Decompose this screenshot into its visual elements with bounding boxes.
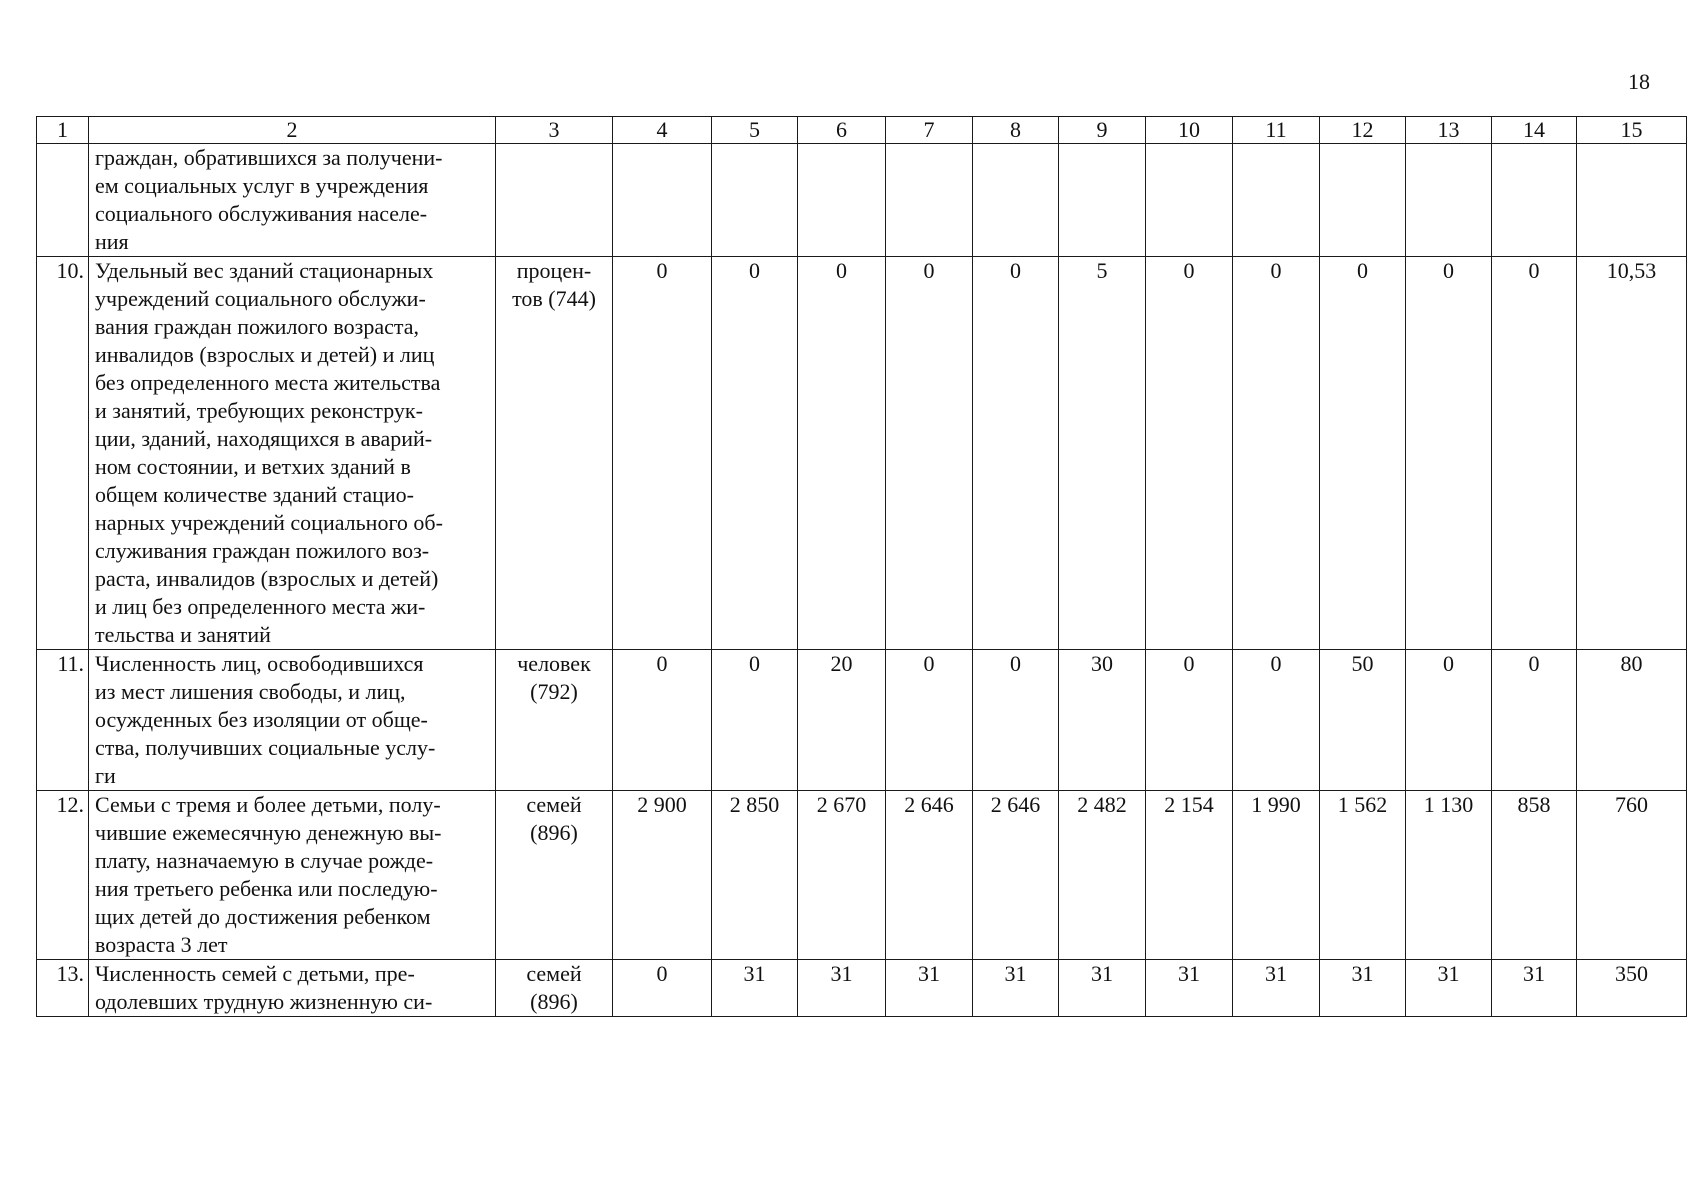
value-cell: 31 — [1492, 960, 1577, 1017]
value-cell: 1 562 — [1320, 791, 1406, 960]
unit-of-measure — [496, 257, 613, 650]
value-cell — [798, 144, 886, 257]
column-number: 1 — [37, 117, 89, 144]
column-number: 3 — [496, 117, 613, 144]
description-line: и лиц без определенного места жи- — [95, 594, 426, 619]
description-line: без определенного места жительства — [95, 370, 441, 395]
indicator-description — [89, 960, 496, 1017]
description-line: вания граждан пожилого возраста, — [95, 314, 420, 339]
value-cell: 30 — [1059, 650, 1146, 791]
value-cell: 0 — [973, 650, 1059, 791]
unit-of-measure — [496, 144, 613, 257]
value-cell: 1 990 — [1233, 791, 1320, 960]
value-cell: 31 — [886, 960, 973, 1017]
row-number: 13. — [37, 960, 89, 1017]
value-cell: 50 — [1320, 650, 1406, 791]
column-number: 11 — [1233, 117, 1320, 144]
value-cell — [1059, 144, 1146, 257]
indicator-description — [89, 791, 496, 960]
unit-of-measure — [496, 650, 613, 791]
description-line: социального обслуживания населе- — [95, 201, 428, 226]
value-cell: 0 — [613, 960, 712, 1017]
value-cell: 2 646 — [886, 791, 973, 960]
row-number: 12. — [37, 791, 89, 960]
description-line: ем социальных услуг в учреждения — [95, 173, 429, 198]
column-number: 14 — [1492, 117, 1577, 144]
description-line: Семьи с тремя и более детьми, полу- — [95, 792, 441, 817]
unit-line: тов (744) — [512, 286, 596, 311]
indicator-description — [89, 144, 496, 257]
column-number: 2 — [89, 117, 496, 144]
description-line: учреждений социального обслужи- — [95, 286, 426, 311]
column-number: 8 — [973, 117, 1059, 144]
value-cell: 2 646 — [973, 791, 1059, 960]
column-number: 9 — [1059, 117, 1146, 144]
description-line: ном состоянии, и ветхих зданий в — [95, 454, 411, 479]
description-line: щих детей до достижения ребенком — [95, 904, 431, 929]
value-cell — [1233, 144, 1320, 257]
indicator-description — [89, 650, 496, 791]
description-line: нарных учреждений социального об- — [95, 510, 443, 535]
row-number — [37, 144, 89, 257]
unit-line: процен- — [516, 258, 592, 283]
row-number: 10. — [37, 257, 89, 650]
page-number: 18 — [1628, 69, 1650, 94]
description-line: общем количестве зданий стацио- — [95, 482, 414, 507]
column-number: 13 — [1406, 117, 1492, 144]
value-cell: 0 — [1492, 650, 1577, 791]
description-line: ции, зданий, находящихся в аварий- — [95, 426, 433, 451]
indicator-description — [89, 257, 496, 650]
description-line: инвалидов (взрослых и детей) и лиц — [95, 342, 435, 367]
value-cell — [886, 144, 973, 257]
table-row — [37, 144, 1687, 257]
description-line: ния — [95, 229, 129, 254]
value-cell: 31 — [1233, 960, 1320, 1017]
column-number: 4 — [613, 117, 712, 144]
description-line: ства, получивших социальные услу- — [95, 735, 436, 760]
value-cell: 0 — [1406, 650, 1492, 791]
unit-line: (896) — [530, 989, 578, 1014]
description-line: граждан, обратившихся за получени- — [95, 145, 443, 170]
column-number: 6 — [798, 117, 886, 144]
description-line: из мест лишения свободы, и лиц, — [95, 679, 406, 704]
column-number-row — [37, 117, 1687, 144]
description-line: одолевших трудную жизненную си- — [95, 989, 433, 1014]
column-number: 10 — [1146, 117, 1233, 144]
description-line: и занятий, требующих реконструк- — [95, 398, 423, 423]
description-line: раста, инвалидов (взрослых и детей) — [95, 566, 439, 591]
value-cell: 2 850 — [712, 791, 798, 960]
value-cell: 0 — [1146, 650, 1233, 791]
value-cell: 0 — [712, 650, 798, 791]
description-line: чившие ежемесячную денежную вы- — [95, 820, 442, 845]
value-cell: 2 154 — [1146, 791, 1233, 960]
value-cell: 0 — [1233, 650, 1320, 791]
value-cell — [1406, 144, 1492, 257]
value-cell: 31 — [798, 960, 886, 1017]
description-line: Численность семей с детьми, пре- — [95, 961, 415, 986]
value-cell: 0 — [886, 650, 973, 791]
column-number: 7 — [886, 117, 973, 144]
value-cell: 31 — [1320, 960, 1406, 1017]
value-cell: 0 — [613, 650, 712, 791]
value-cell: 0 — [1406, 257, 1492, 650]
value-cell: 0 — [1233, 257, 1320, 650]
table-row — [37, 650, 1687, 791]
value-cell: 31 — [973, 960, 1059, 1017]
value-cell: 2 670 — [798, 791, 886, 960]
value-cell: 31 — [1406, 960, 1492, 1017]
value-cell: 760 — [1577, 791, 1687, 960]
column-number: 15 — [1577, 117, 1687, 144]
description-line: служивания граждан пожилого воз- — [95, 538, 430, 563]
value-cell: 0 — [613, 257, 712, 650]
indicators-table — [36, 116, 1687, 1017]
value-cell — [973, 144, 1059, 257]
value-cell: 0 — [973, 257, 1059, 650]
value-cell: 0 — [798, 257, 886, 650]
value-cell — [1146, 144, 1233, 257]
unit-line: (792) — [530, 679, 578, 704]
value-cell: 31 — [712, 960, 798, 1017]
value-cell: 20 — [798, 650, 886, 791]
unit-of-measure — [496, 960, 613, 1017]
column-number: 12 — [1320, 117, 1406, 144]
table-row — [37, 791, 1687, 960]
unit-line: (896) — [530, 820, 578, 845]
value-cell: 31 — [1059, 960, 1146, 1017]
column-number: 5 — [712, 117, 798, 144]
description-line: Удельный вес зданий стационарных — [95, 258, 434, 283]
description-line: возраста 3 лет — [95, 932, 228, 957]
table-body — [37, 117, 1687, 1017]
unit-line: семей — [526, 961, 582, 986]
table-row — [37, 960, 1687, 1017]
value-cell — [613, 144, 712, 257]
value-cell: 0 — [1492, 257, 1577, 650]
value-cell: 858 — [1492, 791, 1577, 960]
description-line: Численность лиц, освободившихся — [95, 651, 424, 676]
value-cell: 0 — [886, 257, 973, 650]
description-line: ги — [95, 763, 116, 788]
value-cell: 80 — [1577, 650, 1687, 791]
row-number: 11. — [37, 650, 89, 791]
description-line: осужденных без изоляции от обще- — [95, 707, 428, 732]
value-cell: 2 900 — [613, 791, 712, 960]
description-line: тельства и занятий — [95, 622, 271, 647]
value-cell — [1320, 144, 1406, 257]
description-line: ния третьего ребенка или последую- — [95, 876, 438, 901]
unit-of-measure — [496, 791, 613, 960]
table-row — [37, 257, 1687, 650]
unit-line: человек — [517, 651, 591, 676]
value-cell: 0 — [712, 257, 798, 650]
value-cell — [1577, 144, 1687, 257]
value-cell: 31 — [1146, 960, 1233, 1017]
value-cell: 5 — [1059, 257, 1146, 650]
value-cell — [1492, 144, 1577, 257]
value-cell: 2 482 — [1059, 791, 1146, 960]
value-cell: 1 130 — [1406, 791, 1492, 960]
description-line: плату, назначаемую в случае рожде- — [95, 848, 434, 873]
value-cell: 0 — [1146, 257, 1233, 650]
value-cell: 10,53 — [1577, 257, 1687, 650]
value-cell: 0 — [1320, 257, 1406, 650]
value-cell — [712, 144, 798, 257]
value-cell: 350 — [1577, 960, 1687, 1017]
unit-line: семей — [526, 792, 582, 817]
